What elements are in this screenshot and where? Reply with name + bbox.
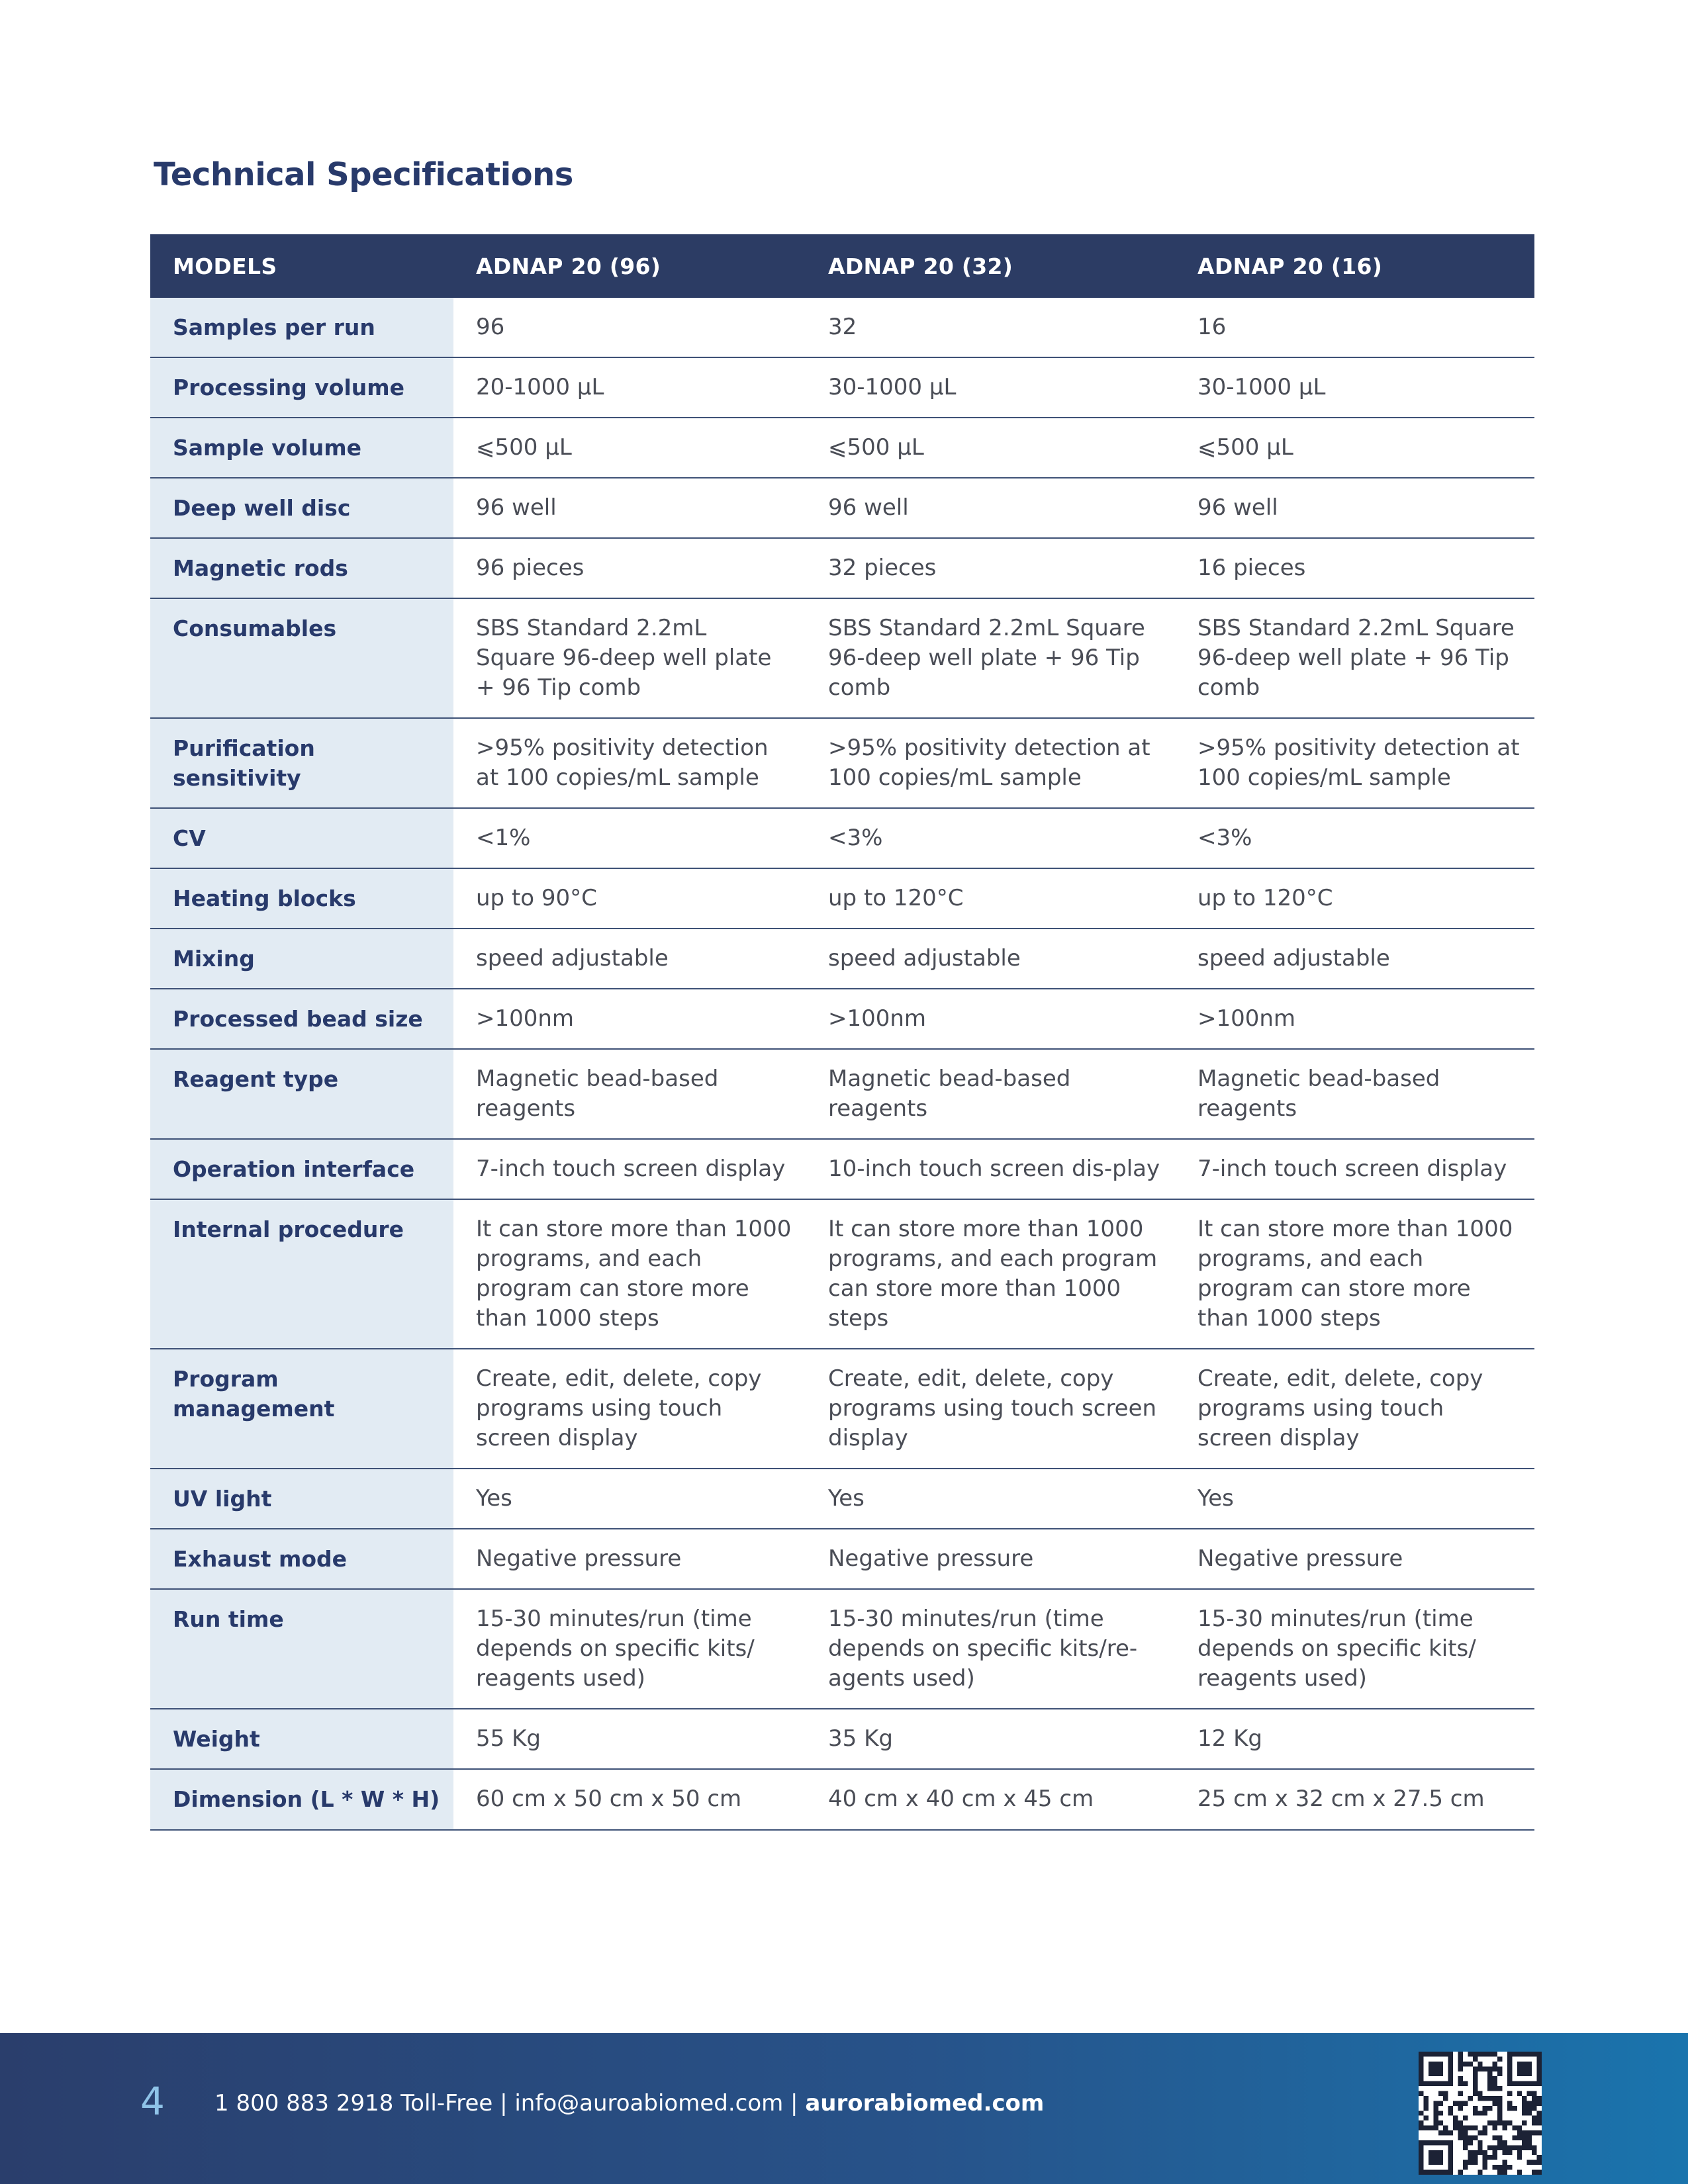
table-cell: <1% [453, 808, 806, 868]
row-label: Deep well disc [150, 478, 453, 538]
table-cell: It can store more than 1000 programs, and each program can store more than 1000 steps [453, 1199, 806, 1349]
table-cell: Create, edit, delete, copy programs using touch screen display [1175, 1349, 1534, 1469]
table-row [150, 808, 1534, 868]
table-row [150, 989, 1534, 1049]
page-title: Technical Specifications [154, 156, 573, 193]
column-header-adnap-96: ADNAP 20 (96) [453, 234, 806, 298]
website-link[interactable]: aurorabiomed.com [805, 2090, 1045, 2116]
qr-code-icon [1419, 2052, 1542, 2175]
table-cell: 10-inch touch screen dis-play [806, 1139, 1175, 1199]
table-header-row [150, 234, 1534, 298]
table-cell: Magnetic bead-based reagents [1175, 1049, 1534, 1139]
table-row [150, 1469, 1534, 1529]
row-label: Processing volume [150, 357, 453, 418]
table-cell: 7-inch touch screen display [1175, 1139, 1534, 1199]
table-row [150, 1349, 1534, 1469]
table-cell: Magnetic bead-based reagents [453, 1049, 806, 1139]
row-label: Processed bead size [150, 989, 453, 1049]
row-label: Weight [150, 1709, 453, 1769]
table-cell: ⩽500 µL [806, 418, 1175, 478]
table-cell: up to 120°C [1175, 868, 1534, 929]
table-cell: 25 cm x 32 cm x 27.5 cm [1175, 1769, 1534, 1830]
table-cell: speed adjustable [806, 929, 1175, 989]
footer-bar [0, 2033, 1688, 2184]
table-cell: speed adjustable [1175, 929, 1534, 989]
table-cell: up to 90°C [453, 868, 806, 929]
table-cell: 30-1000 µL [806, 357, 1175, 418]
spec-table [150, 234, 1534, 1831]
row-label: Operation interface [150, 1139, 453, 1199]
table-cell: Negative pressure [806, 1529, 1175, 1589]
table-row [150, 598, 1534, 718]
table-cell: up to 120°C [806, 868, 1175, 929]
page-number: 4 [140, 2079, 165, 2124]
table-cell: >100nm [1175, 989, 1534, 1049]
table-cell: Yes [453, 1469, 806, 1529]
table-cell: speed adjustable [453, 929, 806, 989]
table-cell: >95% positivity detection at 100 copies/mL sample [806, 718, 1175, 808]
table-cell: Magnetic bead-based reagents [806, 1049, 1175, 1139]
table-row [150, 538, 1534, 598]
table-cell: >95% positivity detection at 100 copies/mL sample [1175, 718, 1534, 808]
row-label: CV [150, 808, 453, 868]
row-label: Mixing [150, 929, 453, 989]
row-label: Sample volume [150, 418, 453, 478]
row-label: Internal procedure [150, 1199, 453, 1349]
table-cell: 15-30 minutes/run (time depends on specific kits/ reagents used) [453, 1589, 806, 1709]
table-cell: ⩽500 µL [453, 418, 806, 478]
row-label: Reagent type [150, 1049, 453, 1139]
table-row [150, 1049, 1534, 1139]
table-cell: 15-30 minutes/run (time depends on specific kits/re-agents used) [806, 1589, 1175, 1709]
table-cell: 16 pieces [1175, 538, 1534, 598]
table-cell: 32 pieces [806, 538, 1175, 598]
table-cell: SBS Standard 2.2mL Square 96-deep well plate + 96 Tip comb [453, 598, 806, 718]
table-cell: 32 [806, 298, 1175, 357]
table-row [150, 478, 1534, 538]
column-header-adnap-32: ADNAP 20 (32) [806, 234, 1175, 298]
row-label: Run time [150, 1589, 453, 1709]
table-cell: 16 [1175, 298, 1534, 357]
table-row [150, 1139, 1534, 1199]
table-cell: Create, edit, delete, copy programs using touch screen display [806, 1349, 1175, 1469]
row-label: Purification sensitivity [150, 718, 453, 808]
table-cell: <3% [1175, 808, 1534, 868]
table-cell: 12 Kg [1175, 1709, 1534, 1769]
column-header-adnap-16: ADNAP 20 (16) [1175, 234, 1534, 298]
table-cell: >95% positivity detection at 100 copies/mL sample [453, 718, 806, 808]
table-cell: 96 well [806, 478, 1175, 538]
table-cell: 40 cm x 40 cm x 45 cm [806, 1769, 1175, 1830]
table-row [150, 929, 1534, 989]
table-row [150, 1709, 1534, 1769]
table-cell: 15-30 minutes/run (time depends on specific kits/ reagents used) [1175, 1589, 1534, 1709]
table-row [150, 1589, 1534, 1709]
table-cell: 35 Kg [806, 1709, 1175, 1769]
row-label: Samples per run [150, 298, 453, 357]
table-cell: Yes [806, 1469, 1175, 1529]
row-label: Exhaust mode [150, 1529, 453, 1589]
table-cell: >100nm [806, 989, 1175, 1049]
table-row [150, 1199, 1534, 1349]
column-header-models: MODELS [150, 234, 453, 298]
table-cell: 96 pieces [453, 538, 806, 598]
table-row [150, 718, 1534, 808]
row-label: UV light [150, 1469, 453, 1529]
table-cell: ⩽500 µL [1175, 418, 1534, 478]
table-cell: Create, edit, delete, copy programs using touch screen display [453, 1349, 806, 1469]
row-label: Heating blocks [150, 868, 453, 929]
row-label: Program management [150, 1349, 453, 1469]
table-cell: 30-1000 µL [1175, 357, 1534, 418]
table-cell: SBS Standard 2.2mL Square 96-deep well plate + 96 Tip comb [806, 598, 1175, 718]
table-cell: 55 Kg [453, 1709, 806, 1769]
table-row [150, 357, 1534, 418]
table-row [150, 1529, 1534, 1589]
table-cell: It can store more than 1000 programs, and each program can store more than 1000 steps [806, 1199, 1175, 1349]
table-cell: Negative pressure [453, 1529, 806, 1589]
contact-line [214, 2090, 1044, 2116]
table-cell: 96 [453, 298, 806, 357]
row-label: Magnetic rods [150, 538, 453, 598]
row-label: Consumables [150, 598, 453, 718]
table-cell: It can store more than 1000 programs, and each program can store more than 1000 steps [1175, 1199, 1534, 1349]
table-row [150, 298, 1534, 357]
table-row [150, 868, 1534, 929]
table-row [150, 418, 1534, 478]
row-label: Dimension (L * W * H) [150, 1769, 453, 1830]
table-cell: 20-1000 µL [453, 357, 806, 418]
table-cell: Yes [1175, 1469, 1534, 1529]
table-cell: >100nm [453, 989, 806, 1049]
table-cell: 96 well [453, 478, 806, 538]
contact-info: 1 800 883 2918 Toll-Free | info@auroabiomed.com | [214, 2090, 806, 2116]
table-cell: 7-inch touch screen display [453, 1139, 806, 1199]
table-cell: 60 cm x 50 cm x 50 cm [453, 1769, 806, 1830]
table-row [150, 1769, 1534, 1830]
table-cell: Negative pressure [1175, 1529, 1534, 1589]
table-cell: 96 well [1175, 478, 1534, 538]
table-cell: <3% [806, 808, 1175, 868]
table-cell: SBS Standard 2.2mL Square 96-deep well plate + 96 Tip comb [1175, 598, 1534, 718]
